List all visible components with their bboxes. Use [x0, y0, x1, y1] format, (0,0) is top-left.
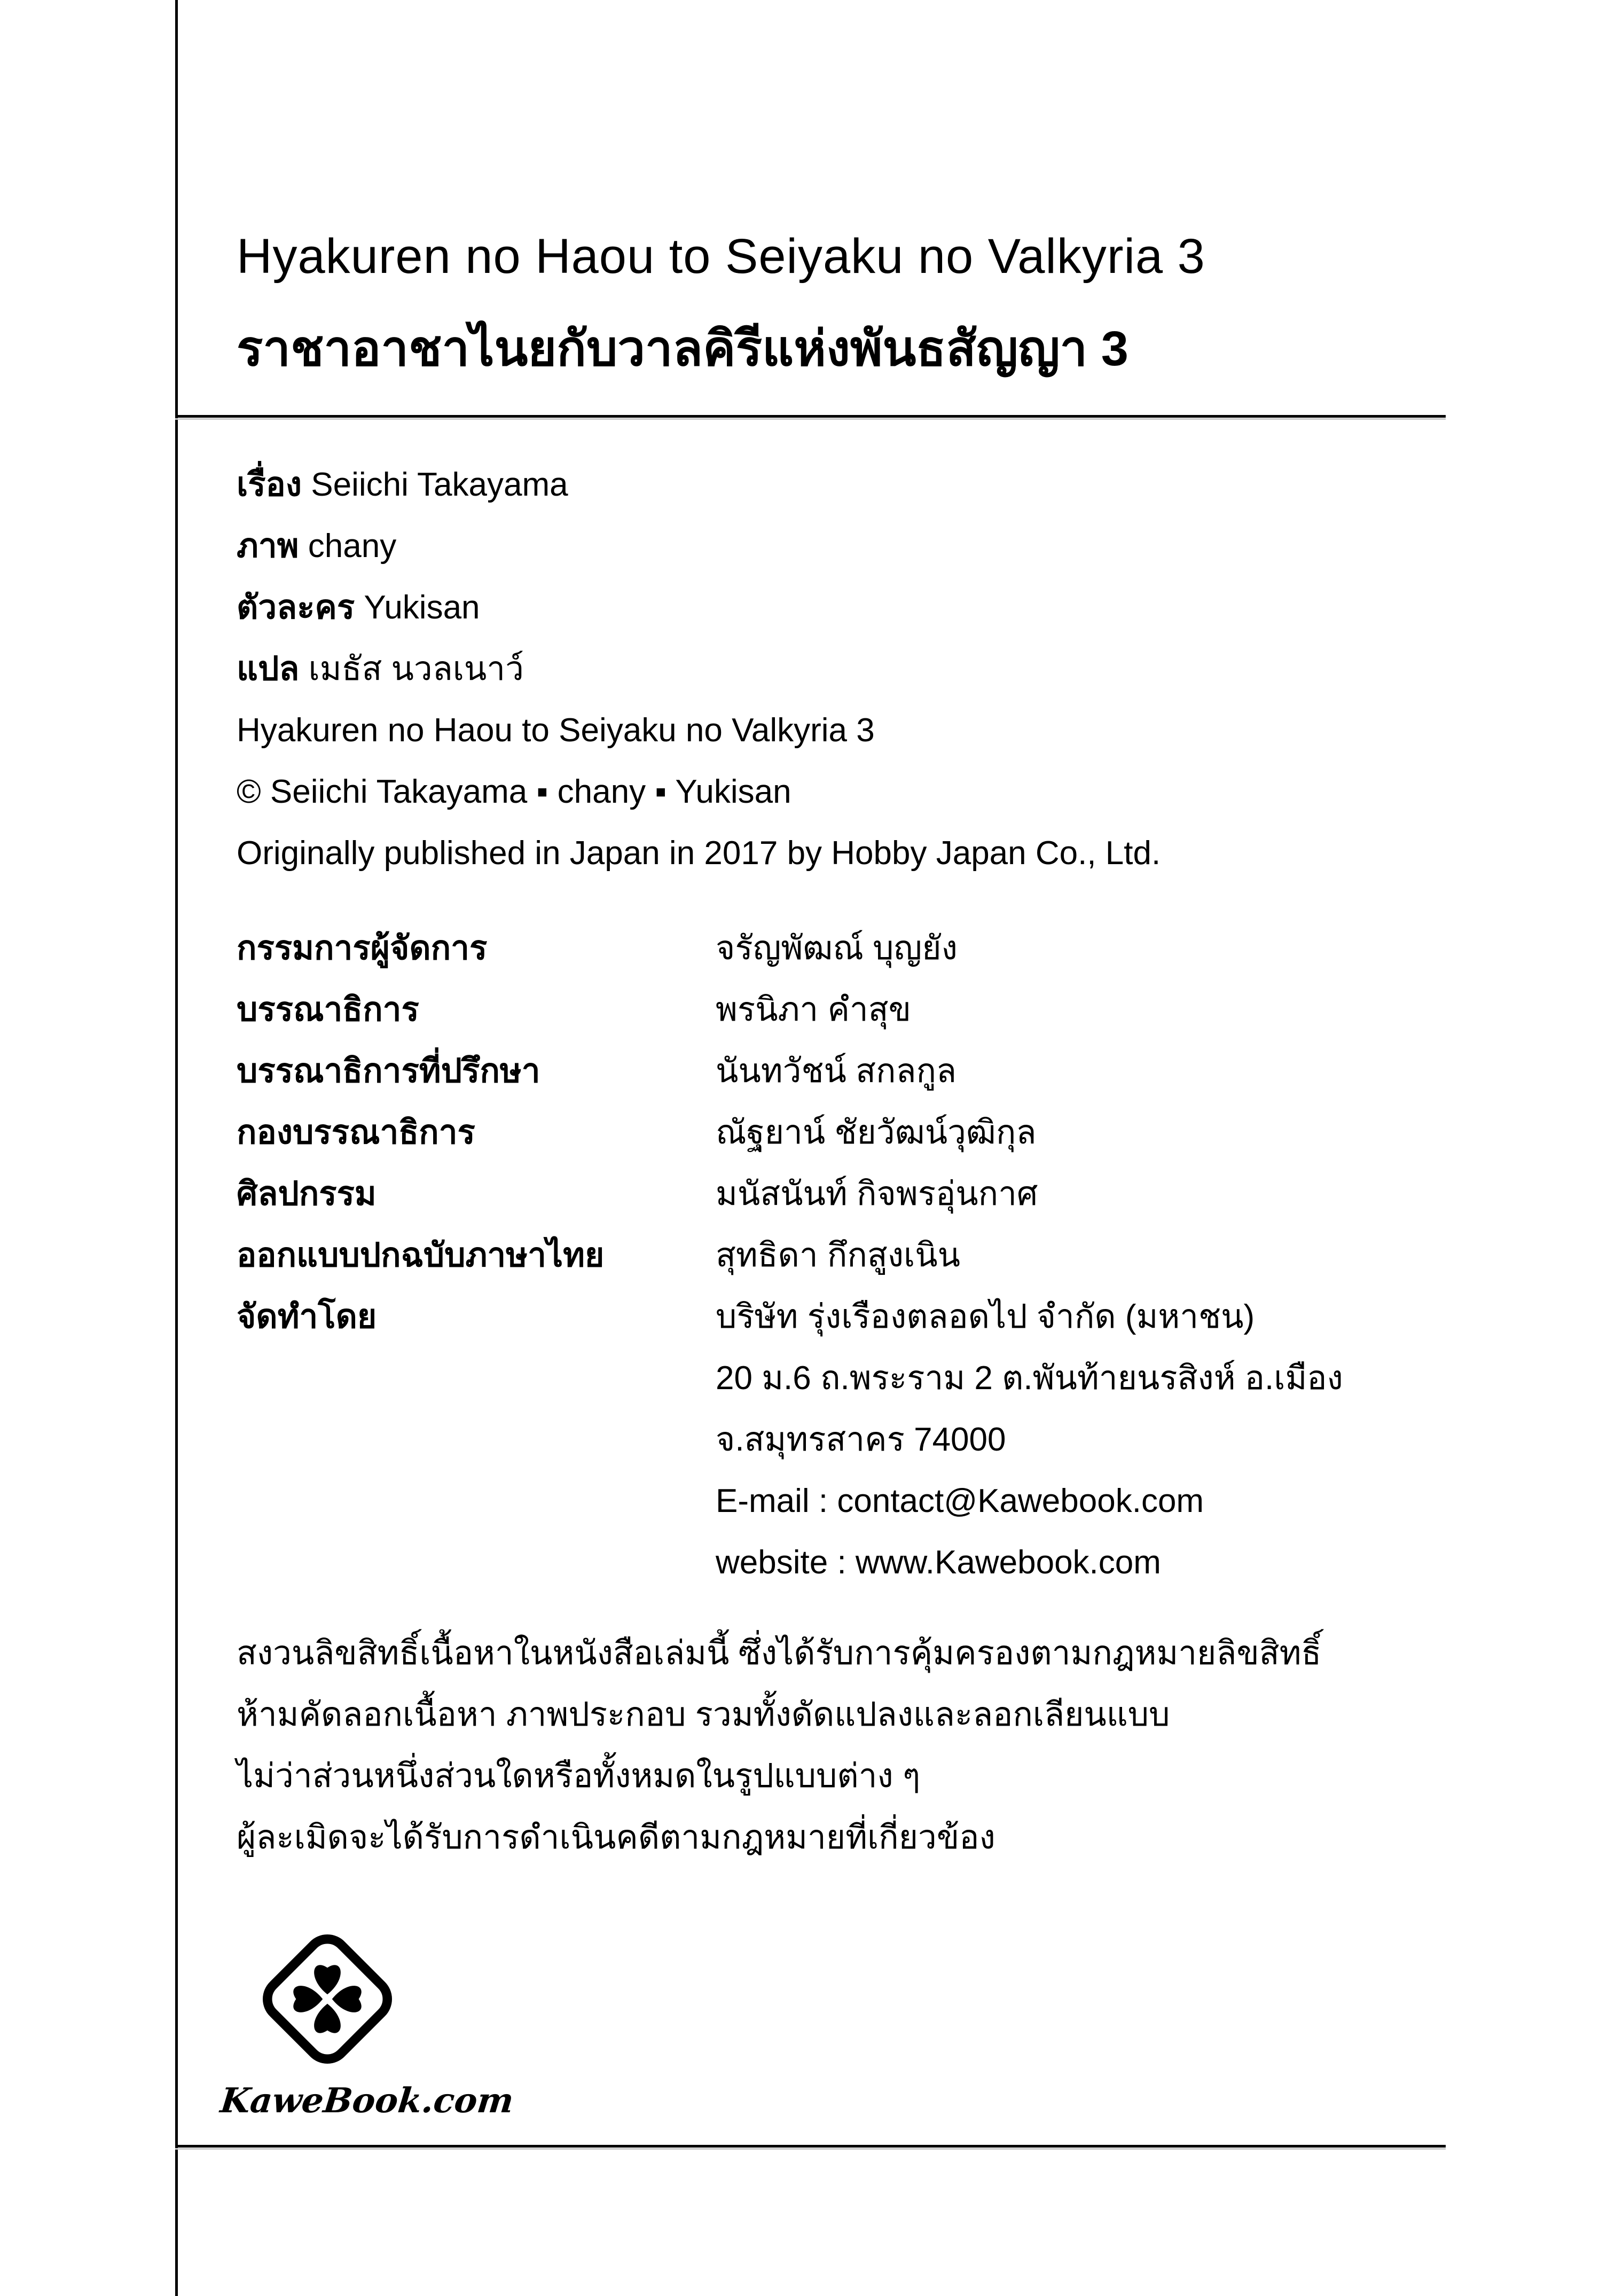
copyright-notice-line: ไม่ว่าส่วนหนึ่งส่วนใดหรือทั้งหมดในรูปแบบต่าง ๆ — [237, 1758, 921, 1795]
credit-value: Yukisan — [364, 589, 480, 626]
kawebook-clover-diamond-icon — [253, 1922, 402, 2076]
staff-label-editorial-dept: กองบรรณาธิการ — [237, 1114, 475, 1151]
staff-value-thai-cover-design: สุทธิดา กึกสูงเนิน — [716, 1237, 961, 1274]
publisher-address-line: จ.สมุทรสาคร 74000 — [716, 1421, 1006, 1458]
publisher-address-line: 20 ม.6 ถ.พระราม 2 ต.พันท้ายนรสิงห์ อ.เมือง — [716, 1360, 1343, 1397]
staff-label-art: ศิลปกรรม — [237, 1176, 377, 1212]
credit-label: เรื่อง — [237, 466, 302, 503]
staff-value-managing-director: จรัญพัฒณ์ บุญยัง — [716, 930, 958, 967]
credit-label: ภาพ — [237, 528, 299, 565]
copyright-notice-line: สงวนลิขสิทธิ์เนื้อหาในหนังสือเล่มนี้ ซึ่งได้รับการคุ้มครองตามกฎหมายลิขสิทธิ์ — [237, 1635, 1322, 1672]
staff-label-column — [237, 918, 604, 1347]
copyright-notice — [237, 1623, 1321, 1868]
staff-label-thai-cover-design: ออกแบบปกฉบับภาษาไทย — [237, 1237, 605, 1274]
staff-value-art: มนัสนันท์ กิจพรอุ่นกาศ — [716, 1176, 1038, 1212]
staff-label-consulting-editor: บรรณาธิการที่ปรึกษา — [237, 1053, 540, 1090]
copyright-notice-line: ห้ามคัดลอกเนื้อหา ภาพประกอบ รวมทั้งดัดแปลงและลอกเลียนแบบ — [237, 1696, 1170, 1733]
publisher-email: E-mail : contact@Kawebook.com — [716, 1483, 1204, 1519]
divider-top-shadow — [175, 418, 1446, 420]
page-vertical-rule — [175, 0, 178, 2296]
credit-line-character — [237, 577, 1161, 638]
kawebook-logo — [218, 1922, 516, 2121]
divider-top — [175, 415, 1446, 418]
staff-value-publisher-name: บริษัท รุ่งเรืองตลอดไป จำกัด (มหาชน) — [716, 1298, 1255, 1335]
staff-value-consulting-editor: นันทวัชน์ สกลกูล — [716, 1053, 957, 1090]
staff-value-editor: พรนิภา คำสุข — [716, 991, 911, 1028]
kawebook-logo-text: KaweBook.com — [218, 2081, 516, 2121]
credit-line-art — [237, 515, 1161, 577]
staff-value-editorial-dept: ณัฐยาน์ ชัยวัฒน์วุฒิกุล — [716, 1114, 1037, 1151]
publisher-website: website : www.Kawebook.com — [716, 1544, 1161, 1581]
copyright-notice-line: ผู้ละเมิดจะได้รับการดำเนินคดีตามกฎหมายที่เกี่ยวข้อง — [237, 1819, 995, 1856]
divider-bottom-shadow — [175, 2148, 1446, 2150]
credit-label: แปล — [237, 651, 300, 687]
divider-bottom — [175, 2145, 1446, 2148]
credit-line-published: Originally published in Japan in 2017 by Hobby Japan Co., Ltd. — [237, 835, 1161, 872]
staff-label-produced-by: จัดทำโดย — [237, 1298, 377, 1335]
credit-value: เมธัส นวลเนาว์ — [308, 651, 524, 687]
staff-label-editor: บรรณาธิการ — [237, 991, 419, 1028]
credit-line-copyright: © Seiichi Takayama ▪ chany ▪ Yukisan — [237, 773, 791, 810]
credit-line-original-title: Hyakuren no Haou to Seiyaku no Valkyria 3 — [237, 712, 875, 749]
title-english: Hyakuren no Haou to Seiyaku no Valkyria 3 — [237, 229, 1205, 284]
staff-value-column — [716, 918, 1343, 1593]
credit-label: ตัวละคร — [237, 589, 355, 626]
credit-value: Seiichi Takayama — [311, 466, 568, 503]
staff-label-managing-director: กรรมการผู้จัดการ — [237, 930, 488, 967]
credit-line-translator — [237, 638, 1161, 700]
credits-block — [237, 454, 1161, 884]
credit-line-story — [237, 454, 1161, 515]
credit-value: chany — [308, 528, 397, 565]
title-thai: ราชาอาชาไนยกับวาลคิรีแห่งพันธสัญญา 3 — [237, 322, 1128, 376]
